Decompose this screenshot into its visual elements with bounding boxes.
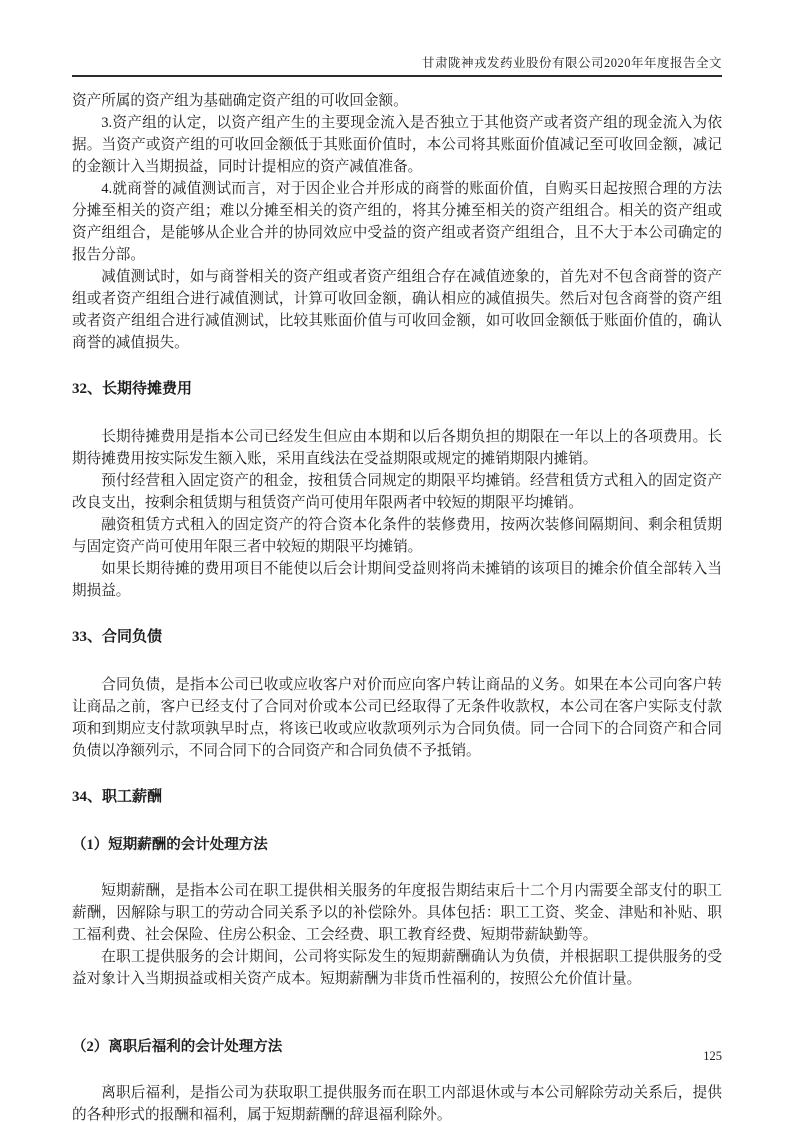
subsection-heading-2-post-employment-benefits: （2）离职后福利的会计处理方法 <box>72 1039 283 1055</box>
page-footer <box>703 1049 722 1064</box>
document-body <box>72 77 722 1122</box>
paragraph-deferred-expenses-transfer: 如果长期待摊的费用项目不能使以后会计期间受益则将尚未摊销的该项目的摊余价值全部转入当期损益。 <box>72 561 722 599</box>
paragraph-asset-group-recognition: 3.资产组的认定，以资产组产生的主要现金流入是否独立于其他资产或者资产组的现金流入为依据。当资产或资产组的可收回金额低于其账面价值时，本公司将其账面价值减记至可收回金额，减记的金额计入当期损益，同时计提相应的资产减值准备。 <box>72 115 722 175</box>
report-header-title: 甘肃陇神戎发药业股份有限公司2020年年度报告全文 <box>421 56 722 70</box>
page-number: 125 <box>703 1049 722 1063</box>
paragraph-asset-group-continuation: 资产所属的资产组为基础确定资产组的可收回金额。 <box>72 93 408 109</box>
paragraph-goodwill-impairment-testing: 减值测试时，如与商誉相关的资产组或者资产组组合存在减值迹象的，首先对不包含商誉的资产组或者资产组组合进行减值测试，计算可收回金额，确认相应的减值损失。然后对包含商誉的资产组或者资产组组合进行减值测试，比较其账面价值与可收回金额，如可收回金额低于账面价值的，确认商誉的减值损失。 <box>72 269 722 351</box>
paragraph-short-term-compensation-recognition: 在职工提供服务的会计期间，公司将实际发生的短期薪酬确认为负债，并根据职工提供服务的受益对象计入当期损益或相关资产成本。短期薪酬为非货币性福利的，按照公允价值计量。 <box>72 949 722 987</box>
paragraph-goodwill-impairment-allocation: 4.就商誉的减值测试而言，对于因企业合并形成的商誉的账面价值，自购买日起按照合理的方法分摊至相关的资产组；难以分摊至相关的资产组的，将其分摊至相关的资产组组合。相关的资产组或资产组组合，是能够从企业合并的协同效应中受益的资产组或者资产组组合，且不大于本公司确定的报告分部。 <box>72 181 722 263</box>
section-heading-32-long-term-deferred-expenses: 32、长期待摊费用 <box>72 381 193 397</box>
paragraph-short-term-compensation-definition: 短期薪酬，是指本公司在职工提供相关服务的年度报告期结束后十二个月内需要全部支付的职工薪酬，因解除与职工的劳动合同关系予以的补偿除外。具体包括：职工工资、奖金、津贴和补贴、职工福利费、社会保险、住房公积金、工会经费、职工教育经费、短期带薪缺勤等。 <box>72 883 722 943</box>
section-heading-34-employee-compensation: 34、职工薪酬 <box>72 789 163 805</box>
paragraph-post-employment-benefits-definition: 离职后福利，是指公司为获取职工提供服务而在职工内部退休或与本公司解除劳动关系后，提供的各种形式的报酬和福利，属于短期薪酬的辞退福利除外。 <box>72 1085 722 1122</box>
section-heading-33-contract-liabilities: 33、合同负债 <box>72 629 163 645</box>
page-header <box>72 0 722 77</box>
paragraph-finance-lease-decoration-costs: 融资租赁方式租入的固定资产的符合资本化条件的装修费用，按两次装修间隔期间、剩余租赁期与固定资产尚可使用年限三者中较短的期限平均摊销。 <box>72 517 722 555</box>
paragraph-deferred-expenses-definition: 长期待摊费用是指本公司已经发生但应由本期和以后各期负担的期限在一年以上的各项费用。长期待摊费用按实际发生额入账，采用直线法在受益期限或规定的摊销期限内摊销。 <box>72 429 722 467</box>
paragraph-contract-liabilities-definition: 合同负债，是指本公司已收或应收客户对价而应向客户转让商品的义务。如果在本公司向客户转让商品之前，客户已经支付了合同对价或本公司已经取得了无条件收款权，本公司在客户实际支付款项和到期应支付款项孰早时点，将该已收或应收款项列示为合同负债。同一合同下的合同资产和合同负债以净额列示，不同合同下的合同资产和合同负债不予抵销。 <box>72 677 722 759</box>
paragraph-prepaid-operating-lease-rent: 预付经营租入固定资产的租金，按租赁合同规定的期限平均摊销。经营租赁方式租入的固定资产改良支出，按剩余租赁期与租赁资产尚可使用年限两者中较短的期限平均摊销。 <box>72 473 722 511</box>
subsection-heading-1-short-term-compensation: （1）短期薪酬的会计处理方法 <box>72 837 268 853</box>
